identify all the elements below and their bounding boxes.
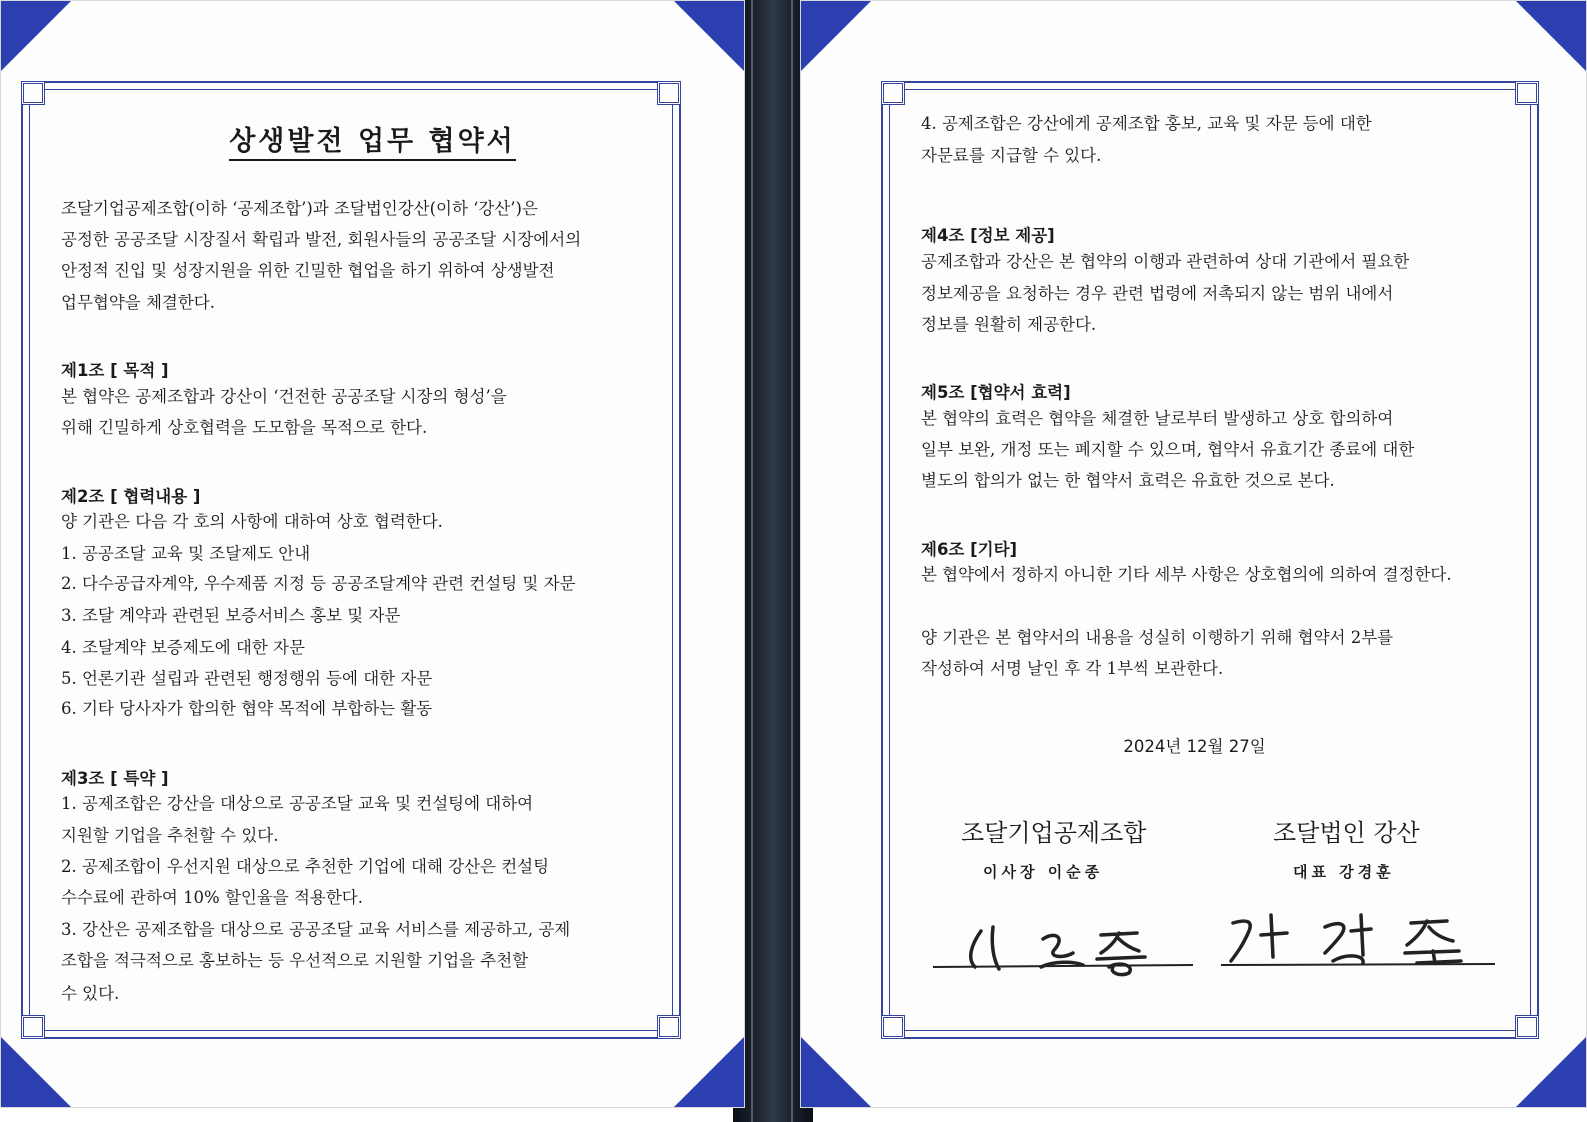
article-4-line: 공제조합과 강산은 본 협약의 이행과 관련하여 상대 기관에서 필요한 <box>921 252 1410 271</box>
article-2-line: 4. 조달계약 보증제도에 대한 자문 <box>61 638 305 657</box>
frame-corner-ornament <box>657 81 681 105</box>
corner-ornament <box>1516 1037 1586 1107</box>
article-3-line: 3. 강산은 공제조합을 대상으로 공공조달 교육 서비스를 제공하고, 공제 <box>61 920 571 939</box>
signatory-org: 조달기업공제조합 <box>961 819 1147 847</box>
article-5-line: 본 협약의 효력은 협약을 체결한 날로부터 발생하고 상호 합의하여 <box>921 409 1394 428</box>
article-3-line: 수 있다. <box>61 984 120 1003</box>
article-2-heading: 제2조 [ 협력내용 ] <box>61 487 201 506</box>
article-2-line: 6. 기타 당사자가 합의한 협약 목적에 부합하는 활동 <box>61 699 433 718</box>
preamble-line: 조달기업공제조합(이하 ‘공제조합’)과 조달법인강산(이하 ‘강산’)은 <box>61 199 538 218</box>
frame-corner-ornament <box>21 1015 45 1039</box>
preamble-line: 안정적 진입 및 성장지원을 위한 긴밀한 협업을 하기 위하여 상생발전 <box>61 261 555 280</box>
corner-ornament <box>801 1 871 71</box>
signatory-representative: 대표 강경훈 <box>1293 863 1395 881</box>
article-2-line: 5. 언론기관 설립과 관련된 행정행위 등에 대한 자문 <box>61 669 433 688</box>
preamble-line: 업무협약을 체결한다. <box>61 293 215 312</box>
article-3-line: 2. 공제조합이 우선지원 대상으로 추천한 기업에 대해 강산은 컨설팅 <box>61 857 550 876</box>
corner-ornament <box>674 1 744 71</box>
article-4-line: 정보제공을 요청하는 경우 관련 법령에 저촉되지 않는 범위 내에서 <box>921 284 1394 303</box>
article-2-line: 1. 공공조달 교육 및 조달제도 안내 <box>61 544 311 563</box>
article-2-line: 양 기관은 다음 각 호의 사항에 대하여 상호 협력한다. <box>61 512 443 531</box>
document-title: 상생발전 업무 협약서 <box>1 119 744 158</box>
article-5-line: 별도의 합의가 없는 한 협약서 효력은 유효한 것으로 본다. <box>921 471 1335 490</box>
left-page <box>0 0 745 1108</box>
frame-corner-ornament <box>21 81 45 105</box>
signatory-org: 조달법인 강산 <box>1273 819 1420 847</box>
article-5-line: 일부 보완, 개정 또는 폐지할 수 있으며, 협약서 유효기간 종료에 대한 <box>921 440 1415 459</box>
article-6-heading: 제6조 [기타] <box>921 540 1018 559</box>
preamble-line: 공정한 공공조달 시장질서 확립과 발전, 회원사들의 공공조달 시장에서의 <box>61 230 582 249</box>
article-5-heading: 제5조 [협약서 효력] <box>921 383 1071 402</box>
right-page <box>800 0 1587 1108</box>
article-3-line: 자문료를 지급할 수 있다. <box>921 146 1102 165</box>
article-3-line: 지원할 기업을 추천할 수 있다. <box>61 826 279 845</box>
corner-ornament <box>1516 1 1586 71</box>
article-4-heading: 제4조 [정보 제공] <box>921 226 1055 245</box>
corner-ornament <box>1 1037 71 1107</box>
article-4-line: 정보를 원활히 제공한다. <box>921 315 1097 334</box>
corner-ornament <box>674 1037 744 1107</box>
frame-corner-ornament <box>1515 1015 1539 1039</box>
corner-ornament <box>1 1 71 71</box>
frame-corner-ornament <box>1515 81 1539 105</box>
article-3-line: 4. 공제조합은 강산에게 공제조합 홍보, 교육 및 자문 등에 대한 <box>921 114 1372 133</box>
article-3-heading: 제3조 [ 특약 ] <box>61 769 169 788</box>
signature-1 <box>923 909 1203 979</box>
article-3-line: 조합을 적극적으로 홍보하는 등 우선적으로 지원할 기업을 추천할 <box>61 951 529 970</box>
article-3-line: 1. 공제조합은 강산을 대상으로 공공조달 교육 및 컨설팅에 대하여 <box>61 794 534 813</box>
closing-line: 양 기관은 본 협약서의 내용을 성실히 이행하기 위해 협약서 2부를 <box>921 628 1394 647</box>
article-2-line: 2. 다수공급자계약, 우수제품 지정 등 공공조달계약 관련 컨설팅 및 자문 <box>61 574 576 593</box>
frame-corner-ornament <box>881 1015 905 1039</box>
article-3-line: 수수료에 관하여 10% 할인율을 적용한다. <box>61 888 363 907</box>
agreement-date: 2024년 12월 27일 <box>1123 737 1266 756</box>
signature-2 <box>1213 901 1503 977</box>
signatory-representative: 이사장 이순종 <box>983 863 1104 881</box>
article-1-line: 위해 긴밀하게 상호협력을 도모함을 목적으로 한다. <box>61 418 428 437</box>
closing-line: 작성하여 서명 날인 후 각 1부씩 보관한다. <box>921 659 1224 678</box>
article-1-line: 본 협약은 공제조합과 강산이 ‘건전한 공공조달 시장의 형성’을 <box>61 387 507 406</box>
article-2-line: 3. 조달 계약과 관련된 보증서비스 홍보 및 자문 <box>61 606 401 625</box>
article-1-heading: 제1조 [ 목적 ] <box>61 361 169 380</box>
frame-corner-ornament <box>881 81 905 105</box>
frame-corner-ornament <box>657 1015 681 1039</box>
corner-ornament <box>801 1037 871 1107</box>
article-6-line: 본 협약에서 정하지 아니한 기타 세부 사항은 상호협의에 의하여 결정한다. <box>921 565 1452 584</box>
